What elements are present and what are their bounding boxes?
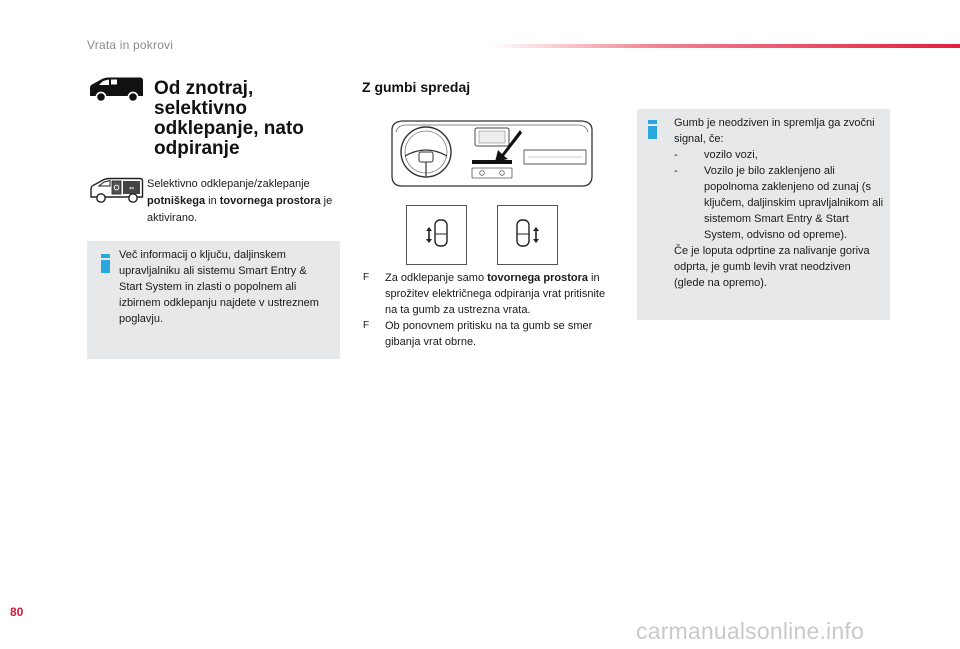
conditions-lead: Gumb je neodziven in spremlja ga zvočni signal, če: [674, 117, 875, 145]
conditions-list [674, 147, 884, 243]
page-number: 80 [10, 605, 24, 619]
van-icon [87, 75, 145, 103]
dash-marker: - [674, 165, 678, 177]
right-door-button-panel [497, 205, 558, 265]
right-sliding-door-icon [498, 206, 557, 264]
condition-item [674, 147, 884, 163]
watermark[interactable]: carmanualsonline.info [636, 618, 864, 644]
intro-text-3: je aktivirano. [147, 195, 333, 224]
left-sliding-door-icon [407, 206, 466, 264]
section-heading: Od znotraj, selektivno odklepanje, nato odpiranje [154, 78, 304, 159]
bullet-marker: F [363, 272, 370, 283]
conditions-tail: Če je loputa odprtine za nalivanje goriva odprta, je gumb levih vrat neodziven (glede na opremo). [674, 245, 870, 289]
section-header-title: Vrata in pokrovi [87, 38, 174, 52]
svg-text:⇔: ⇔ [128, 185, 135, 192]
info-icon [648, 120, 657, 139]
van-unlock-icon [88, 175, 144, 205]
instruction-text: Za odklepanje samo [385, 272, 488, 284]
dash-marker: - [674, 149, 678, 161]
bullet-marker: F [363, 320, 370, 331]
instruction-text: Ob ponovnem pritisku na ta gumb se smer gibanja vrat obrne. [385, 320, 593, 348]
intro-bold-cargo: tovornega prostora [219, 195, 321, 207]
instruction-item [363, 270, 618, 318]
header-accent-bar [490, 44, 960, 48]
intro-text-2: in [205, 195, 220, 207]
info-box-button-conditions [637, 109, 890, 320]
info-box-text [674, 115, 884, 291]
intro-text-1: Selektivno odklepanje/zaklepanje [147, 178, 310, 190]
instruction-list [363, 270, 618, 350]
instruction-bold: tovornega prostora [487, 272, 588, 284]
dashboard-illustration [388, 116, 596, 192]
condition-text: Vozilo je bilo zaklenjeno ali popolnoma zaklenjeno od zunaj (s ključem, daljinskim upravljalnikom ali sistemom Smart Entry & Start System, odvisno od opreme). [704, 165, 884, 241]
instruction-text-rest: in sprožitev električnega odpiranja vrat pritisnite na ta gumb za ustrezna vrata. [385, 272, 606, 316]
info-icon [101, 254, 110, 273]
instruction-item [363, 318, 618, 350]
condition-text: vozilo vozi, [704, 149, 758, 161]
left-door-button-panel [406, 205, 467, 265]
info-box-text: Več informacij o ključu, daljinskem upravljalniku ali sistemu Smart Entry & Start System in zlasti o popolnem ali izbirnem odklepanju najdete v ustreznem poglavju. [119, 249, 319, 325]
front-buttons-heading: Z gumbi spredaj [362, 79, 471, 95]
condition-item [674, 163, 884, 243]
info-box-key-reference [87, 241, 340, 359]
intro-bold-passenger: potniškega [147, 195, 206, 207]
intro-paragraph [147, 176, 343, 227]
